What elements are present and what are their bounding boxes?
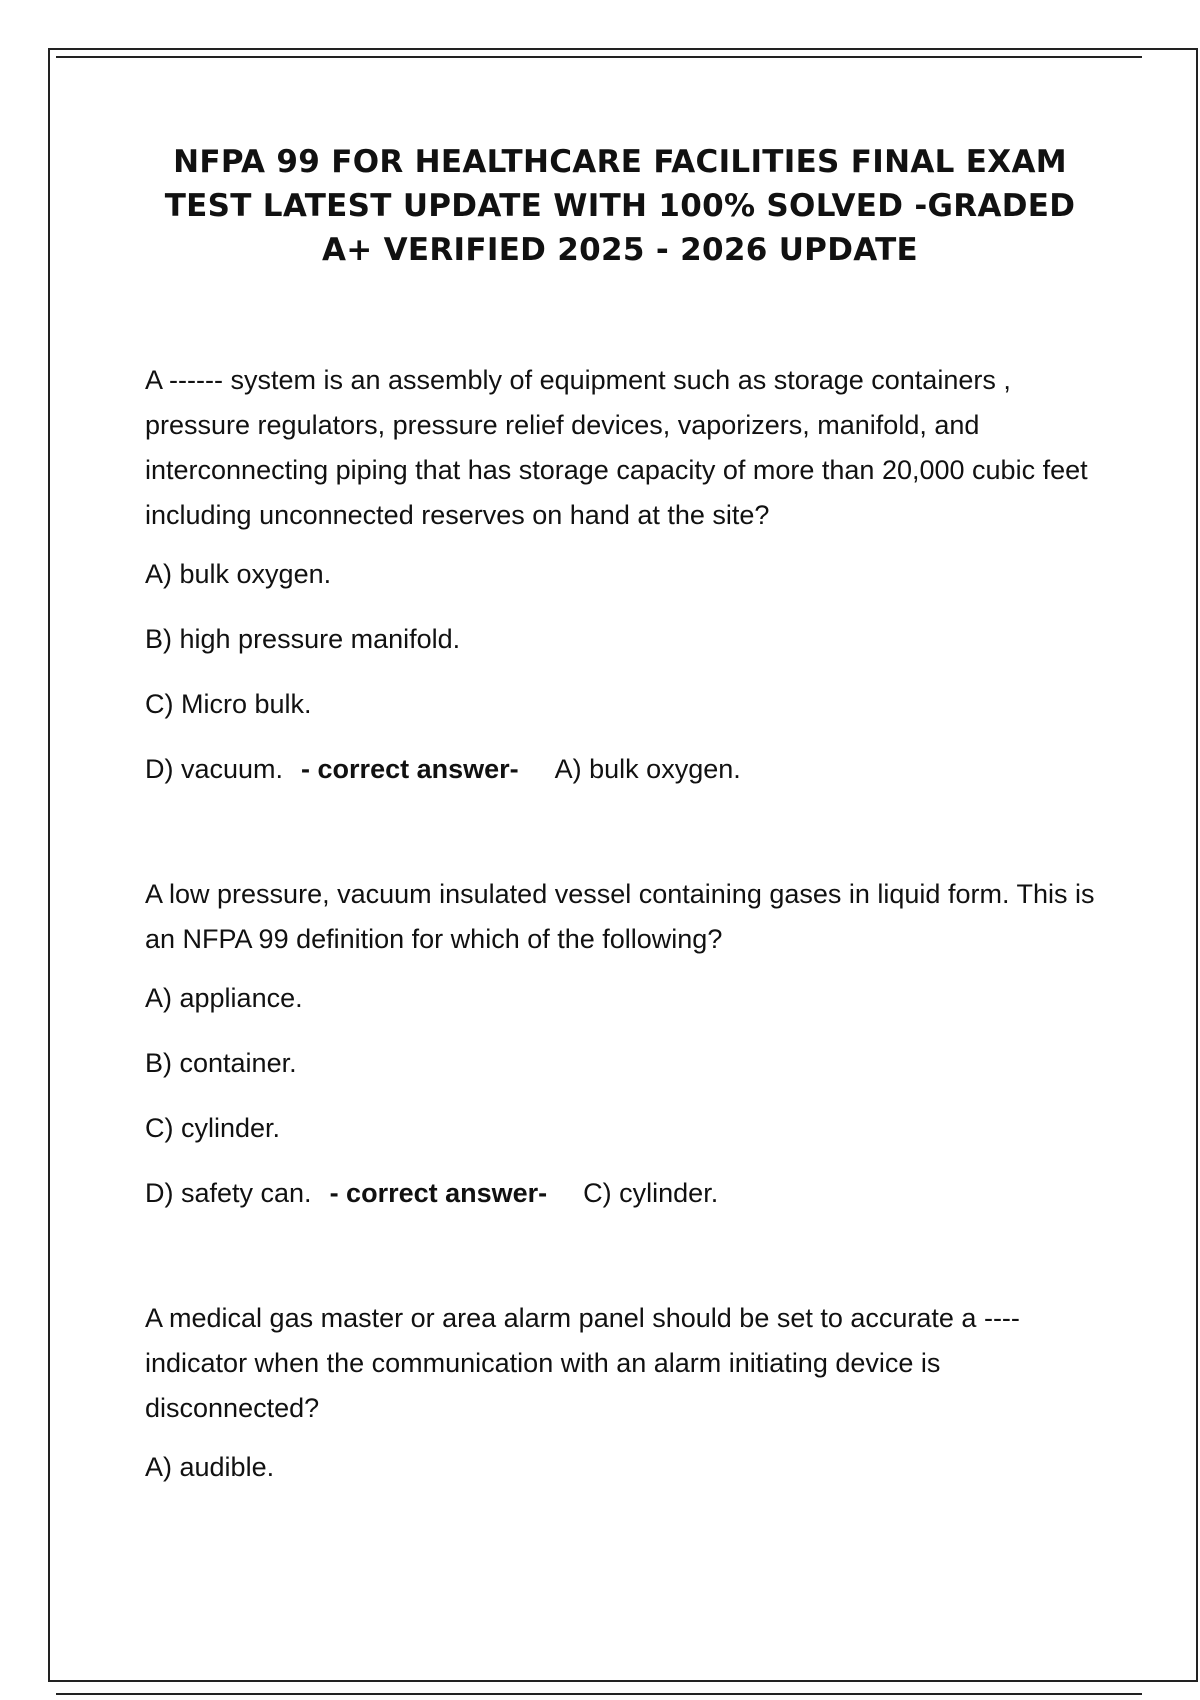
option-a: A) appliance.	[145, 983, 303, 1013]
title-line-2: TEST LATEST UPDATE WITH 100% SOLVED -GRADED	[164, 188, 1076, 224]
option-d: D) safety can.	[145, 1178, 312, 1208]
option-b: B) high pressure manifold.	[145, 624, 461, 654]
title-line-1: NFPA 99 FOR HEALTHCARE FACILITIES FINAL EXAM	[173, 144, 1067, 180]
option-d-with-answer	[145, 747, 1105, 792]
correct-answer-marker: - correct answer-	[301, 754, 519, 784]
option-a: A) bulk oxygen.	[145, 559, 332, 589]
question-list	[145, 358, 1105, 1510]
option-d-with-answer	[145, 1171, 1105, 1216]
option-a: A) audible.	[145, 1452, 275, 1482]
question-text: A medical gas master or area alarm panel should be set to accurate a ---- indicator when the communication with an alarm initiating device is disconnected?	[145, 1303, 1020, 1423]
question-block-2	[145, 872, 1105, 1216]
option-c: C) Micro bulk.	[145, 689, 312, 719]
question-block-3	[145, 1296, 1105, 1490]
footer-rule	[56, 1693, 1142, 1695]
title-line-3: A+ VERIFIED 2025 - 2026 UPDATE	[321, 232, 919, 268]
question-text: A low pressure, vacuum insulated vessel containing gases in liquid form. This is an NFPA 99 definition for which of the following?	[145, 879, 1095, 954]
correct-answer-marker: - correct answer-	[329, 1178, 548, 1208]
option-c: C) cylinder.	[145, 1113, 281, 1143]
correct-answer: A) bulk oxygen.	[554, 754, 741, 784]
option-d: D) vacuum.	[145, 754, 284, 784]
header-rule	[56, 56, 1142, 58]
correct-answer: C) cylinder.	[583, 1178, 719, 1208]
option-b: B) container.	[145, 1048, 297, 1078]
question-block-1	[145, 358, 1105, 792]
question-text: A ------ system is an assembly of equipment such as storage containers , pressure regulators, pressure relief devices, vaporizers, manifold, and interconnecting piping that has storage capacity of more than 20,000 cubic feet including unconnected reserves on hand at the site?	[145, 365, 1088, 530]
document-title	[130, 140, 1110, 272]
